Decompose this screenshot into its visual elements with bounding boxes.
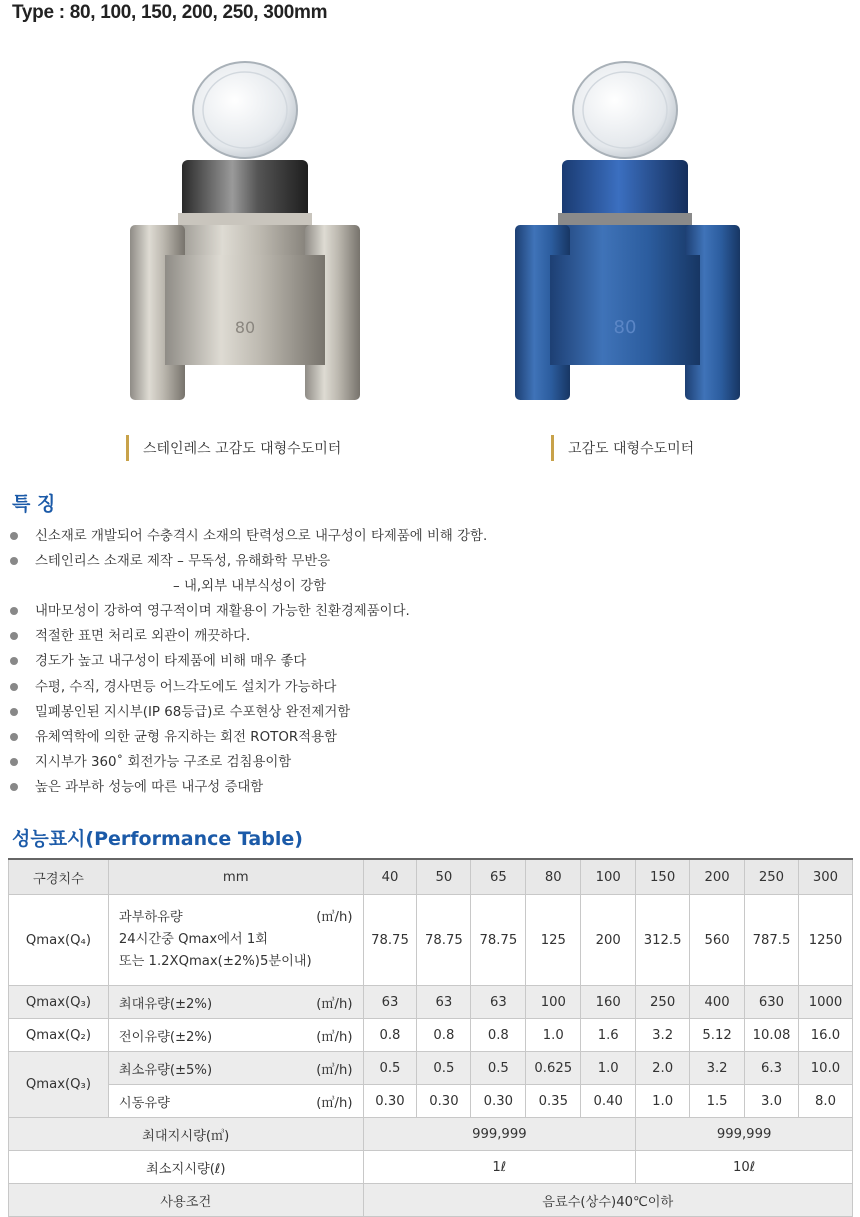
feature-item: [10, 775, 487, 800]
bullet-icon: [10, 758, 18, 766]
cell-text: 과부하유량: [118, 910, 183, 925]
row-desc: [108, 895, 363, 986]
bullet-icon: [10, 708, 18, 716]
blue-water-meter-icon: [510, 55, 760, 410]
bullet-icon: [10, 632, 18, 640]
feature-item: [10, 624, 487, 649]
header-size: 150: [636, 859, 690, 895]
feature-item: [10, 524, 487, 549]
table-row-q2: [9, 1019, 853, 1052]
table-cell: 0.30: [417, 1085, 471, 1118]
caption-blue: [551, 435, 694, 461]
table-row-min-reading: [9, 1151, 853, 1184]
cell-text: 경도가 높고 내구성이 타제품에 비해 매우 좋다: [35, 654, 307, 670]
table-cell: 0.40: [581, 1085, 636, 1118]
table-cell: 125: [526, 895, 581, 986]
cell-text: 신소재로 개발되어 수충격시 소재의 탄력성으로 내구성이 타제품에 비해 강함.: [35, 529, 488, 544]
header-size: 250: [745, 859, 799, 895]
header-size: 50: [417, 859, 471, 895]
table-cell: 2.0: [636, 1052, 690, 1085]
table-cell: 0.8: [471, 1019, 526, 1052]
unit-label: (㎥/h): [316, 1095, 353, 1111]
table-cell: 999,999: [636, 1118, 853, 1151]
table-row-condition: [9, 1184, 853, 1217]
table-cell: 0.8: [417, 1019, 471, 1052]
caption-bar-icon: [126, 435, 129, 461]
cell-text: 전이유량(±2%): [118, 1029, 213, 1045]
table-cell: 1ℓ: [363, 1151, 636, 1184]
table-cell: 787.5: [745, 895, 799, 986]
table-cell: 1.0: [636, 1085, 690, 1118]
row-label: Qmax(Q₂): [9, 1019, 109, 1052]
cell-text: 밀폐봉인된 지시부(IP 68등급)로 수포현상 완전제거함: [35, 704, 351, 720]
type-line: Type : 80, 100, 150, 200, 250, 300mm: [12, 2, 328, 23]
cell-text: 높은 과부하 성능에 따른 내구성 증대함: [35, 779, 264, 795]
header-size: 100: [581, 859, 636, 895]
unit-label: (㎥/h): [316, 1062, 353, 1078]
table-cell: 1.5: [690, 1085, 745, 1118]
header-size: 200: [690, 859, 745, 895]
cell-text: 최대유량(±2%): [118, 996, 213, 1012]
cell-text: 지시부가 360˚ 회전가능 구조로 검침용이함: [35, 754, 292, 770]
unit-label: (㎥/h): [316, 996, 353, 1012]
table-cell: 1.0: [526, 1019, 581, 1052]
cell-text: 수평, 수직, 경사면등 어느각도에도 설치가 가능하다: [35, 679, 337, 695]
cell-text: 최소유량(±5%): [118, 1062, 213, 1078]
table-cell: 250: [636, 986, 690, 1019]
feature-item: [10, 725, 487, 750]
table-cell: 78.75: [363, 895, 417, 986]
table-cell: 312.5: [636, 895, 690, 986]
table-cell: 0.625: [526, 1052, 581, 1085]
table-cell: 63: [471, 986, 526, 1019]
table-cell: 1000: [798, 986, 852, 1019]
row-desc: [108, 1052, 363, 1085]
bullet-icon: [10, 657, 18, 665]
row-label: Qmax(Q₃): [9, 1052, 109, 1118]
bullet-icon: [10, 733, 18, 741]
feature-item: [10, 649, 487, 674]
cell-text: – 내,외부 내부식성이 강함: [173, 579, 327, 595]
header-size: 300: [798, 859, 852, 895]
table-cell: 0.5: [471, 1052, 526, 1085]
table-cell: 10.08: [745, 1019, 799, 1052]
table-cell: 8.0: [798, 1085, 852, 1118]
table-cell: 0.35: [526, 1085, 581, 1118]
caption-blue-text: 고감도 대형수도미터: [568, 441, 695, 457]
feature-item: [10, 549, 487, 574]
cell-text: 또는 1.2XQmax(±2%)5분이내): [118, 954, 312, 969]
table-cell: 3.2: [636, 1019, 690, 1052]
table-cell: 0.30: [363, 1085, 417, 1118]
table-cell: 63: [363, 986, 417, 1019]
table-cell: 1.6: [581, 1019, 636, 1052]
header-unit-label: mm: [108, 859, 363, 895]
performance-table: [8, 858, 853, 1217]
table-cell: 630: [745, 986, 799, 1019]
bullet-icon: [10, 783, 18, 791]
feature-item: [10, 750, 487, 775]
table-cell: 3.2: [690, 1052, 745, 1085]
row-label: Qmax(Q₄): [9, 895, 109, 986]
table-header-row: [9, 859, 853, 895]
table-cell: 560: [690, 895, 745, 986]
table-cell: 16.0: [798, 1019, 852, 1052]
table-row-start: [9, 1085, 853, 1118]
table-cell: 100: [526, 986, 581, 1019]
blue-body-marking: 80: [613, 317, 637, 338]
table-cell: 6.3: [745, 1052, 799, 1085]
table-row-q1: [9, 1052, 853, 1085]
row-desc: 사용조건: [9, 1184, 364, 1217]
table-cell: 0.5: [363, 1052, 417, 1085]
bullet-icon: [10, 532, 18, 540]
row-desc: 최소지시량(ℓ): [9, 1151, 364, 1184]
table-row-qmax: [9, 895, 853, 986]
table-cell: 160: [581, 986, 636, 1019]
header-size: 80: [526, 859, 581, 895]
table-cell: 5.12: [690, 1019, 745, 1052]
stainless-water-meter-icon: [120, 55, 370, 410]
bullet-icon: [10, 557, 18, 565]
cell-text: 내마모성이 강하여 영구적이며 재활용이 가능한 친환경제품이다.: [35, 604, 410, 620]
header-size: 40: [363, 859, 417, 895]
table-cell: 999,999: [363, 1118, 636, 1151]
bullet-icon: [10, 607, 18, 615]
table-cell: 200: [581, 895, 636, 986]
row-desc: [108, 1085, 363, 1118]
bullet-icon: [10, 683, 18, 691]
table-cell: 3.0: [745, 1085, 799, 1118]
cell-text: 유체역학에 의한 균형 유지하는 회전 ROTOR적용함: [35, 729, 337, 745]
feature-subitem: [10, 574, 487, 599]
cell-text: 시동유량: [118, 1095, 170, 1111]
row-desc: 최대지시량(㎥): [9, 1118, 364, 1151]
row-desc: [108, 1019, 363, 1052]
performance-title: 성능표시(Performance Table): [12, 828, 303, 850]
header-size: 65: [471, 859, 526, 895]
feature-item: [10, 675, 487, 700]
table-cell: 0.5: [417, 1052, 471, 1085]
table-cell: 400: [690, 986, 745, 1019]
stainless-body-marking: 80: [234, 318, 256, 337]
feature-item: [10, 599, 487, 624]
unit-label: (㎥/h): [316, 1029, 353, 1045]
cell-text: 24시간중 Qmax에서 1회: [118, 932, 268, 947]
caption-bar-icon: [551, 435, 554, 461]
product-blue: [510, 55, 760, 410]
features-list: [10, 524, 487, 800]
table-cell: 음료수(상수)40℃이하: [363, 1184, 853, 1217]
caption-stainless-text: 스테인레스 고감도 대형수도미터: [143, 441, 342, 457]
product-stainless: [120, 55, 370, 410]
unit-label: (㎥/h): [316, 910, 353, 925]
table-cell: 0.30: [471, 1085, 526, 1118]
table-row-q3: [9, 986, 853, 1019]
table-cell: 1.0: [581, 1052, 636, 1085]
header-size-label: 구경치수: [9, 859, 109, 895]
caption-stainless: [126, 435, 341, 461]
table-cell: 63: [417, 986, 471, 1019]
cell-text: 적절한 표면 처리로 외관이 깨끗하다.: [35, 629, 251, 645]
table-cell: 10.0: [798, 1052, 852, 1085]
table-cell: 0.8: [363, 1019, 417, 1052]
table-row-max-reading: [9, 1118, 853, 1151]
table-cell: 10ℓ: [636, 1151, 853, 1184]
features-title: 특 징: [12, 493, 56, 515]
cell-text: 스테인리스 소재로 제작 – 무독성, 유해화학 무반응: [35, 554, 331, 570]
row-label: Qmax(Q₃): [9, 986, 109, 1019]
row-desc: [108, 986, 363, 1019]
table-cell: 1250: [798, 895, 852, 986]
table-cell: 78.75: [417, 895, 471, 986]
table-cell: 78.75: [471, 895, 526, 986]
feature-item: [10, 700, 487, 725]
